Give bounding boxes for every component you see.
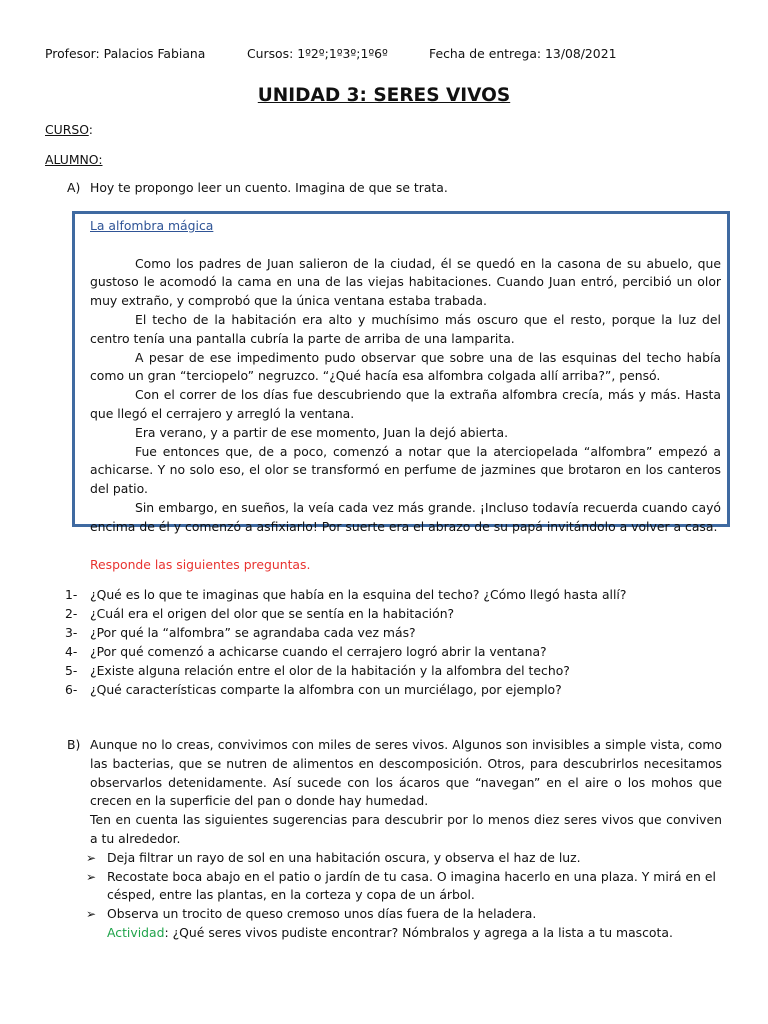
question-item <box>65 661 626 680</box>
question-item <box>65 604 626 623</box>
story-paragraph: El techo de la habitación era alto y muchísimo más oscuro que el resto, porque la luz del centro tenía una pantalla cubría la parte de arriba de una lamparita. <box>90 311 721 346</box>
question-text: ¿Qué es lo que te imaginas que había en la esquina del techo? ¿Cómo llegó hasta allí? <box>90 587 627 602</box>
question-text: ¿Qué características comparte la alfombra con un murciélago, por ejemplo? <box>90 682 562 697</box>
question-text: ¿Por qué comenzó a achicarse cuando el cerrajero logró abrir la ventana? <box>90 644 547 659</box>
question-number: 1- <box>65 587 78 602</box>
story-paragraph: Fue entonces que, de a poco, comenzó a notar que la aterciopelada “alfombra” empezó a achicarse. Y no solo eso, el olor se transformó en perfume de jazmines que brotaron en los canteros del patio. <box>90 443 721 497</box>
question-text: ¿Cuál era el origen del olor que se sentía en la habitación? <box>90 606 455 621</box>
header-profesor: Profesor: Palacios Fabiana <box>45 46 206 61</box>
question-item <box>65 623 626 642</box>
header-fecha: Fecha de entrega: 13/08/2021 <box>429 46 617 61</box>
bullet-text: Recostate boca abajo en el patio o jardín de tu casa. O imagina hacerlo en una plaza. Y mirá en el césped, entre las plantas, en la corteza y copa de un árbol. <box>107 868 716 903</box>
questions-list <box>65 585 626 699</box>
curso-colon: : <box>88 122 93 137</box>
bullet-item <box>86 905 722 924</box>
arrow-bullet-icon: ➢ <box>86 869 97 884</box>
section-b-text: Aunque no lo creas, convivimos con miles de seres vivos. Algunos son invisibles a simple vista, como las bacterias, que se nutren de alimentos en descomposición. Otros, para descubrirlos necesitamos observarlos detenidamente. Así sucede con los ácaros que “navegan” en el aire o los mohos que crecen en la superficie del pan o donde hay humedad. <box>90 737 722 809</box>
arrow-bullet-icon: ➢ <box>86 850 97 865</box>
question-item <box>65 680 626 699</box>
questions-heading: Responde las siguientes preguntas. <box>90 557 311 572</box>
section-b <box>67 736 722 943</box>
question-item <box>65 642 626 661</box>
activity-label: Actividad <box>107 924 165 940</box>
section-b-text-2: Ten en cuenta las siguientes sugerencias para descubrir por lo menos diez seres vivos que conviven a tu alrededor. <box>90 812 722 846</box>
question-number: 4- <box>65 644 78 659</box>
question-text: ¿Existe alguna relación entre el olor de la habitación y la alfombra del techo? <box>90 663 570 678</box>
story-paragraph: A pesar de ese impedimento pudo observar que sobre una de las esquinas del techo había como un gran “terciopelo” negruzco. “¿Qué hacía esa alfombra colgada allí arriba?”, pensó. <box>90 349 721 384</box>
alumno-label: ALUMNO: <box>45 152 103 167</box>
bullet-item <box>86 849 722 868</box>
story-paragraph: Con el correr de los días fue descubriendo que la extraña alfombra crecía, más y más. Hasta que llegó el cerrajero y arregló la ventana. <box>90 387 721 421</box>
section-a-letter: A) <box>67 180 81 195</box>
curso-field <box>45 122 93 137</box>
activity-line <box>86 924 722 943</box>
story-title: La alfombra mágica <box>90 218 214 233</box>
section-a-text: Hoy te propongo leer un cuento. Imagina de que se trata. <box>90 180 448 195</box>
section-b-letter: B) <box>67 737 81 752</box>
activity-text <box>107 924 673 943</box>
page-title: UNIDAD 3: SERES VIVOS <box>257 85 511 106</box>
question-number: 2- <box>65 606 78 621</box>
question-number: 6- <box>65 682 78 697</box>
curso-label: CURSO <box>45 122 89 137</box>
arrow-bullet-icon: ➢ <box>86 907 97 922</box>
story-text <box>90 217 721 537</box>
story-paragraph: Sin embargo, en sueños, la veía cada vez más grande. ¡Incluso todavía recuerda cuando cayó encima de él y comenzó a asfixiarlo! Por suerte era el abrazo de su papá invitándolo a volver a casa. <box>90 499 721 534</box>
section-b-paragraph <box>67 736 722 811</box>
question-item <box>65 585 626 604</box>
question-number: 5- <box>65 663 78 678</box>
activity-question: : ¿Qué seres vivos pudiste encontrar? Nómbralos y agrega a la lista a tu mascota. <box>164 924 673 940</box>
section-b-paragraph-2 <box>67 811 722 849</box>
section-a-intro <box>67 180 448 195</box>
story-paragraph: Era verano, y a partir de ese momento, Juan la dejó abierta. <box>135 424 509 440</box>
question-number: 3- <box>65 625 78 640</box>
header-cursos: Cursos: 1º2º;1º3º;1º6º <box>247 46 388 61</box>
bullet-text: Deja filtrar un rayo de sol en una habitación oscura, y observa el haz de luz. <box>107 849 581 865</box>
bullet-text: Observa un trocito de queso cremoso unos días fuera de la heladera. <box>107 906 537 922</box>
question-text: ¿Por qué la “alfombra” se agrandaba cada vez más? <box>90 625 416 640</box>
bullet-item <box>86 868 722 906</box>
story-paragraph: Como los padres de Juan salieron de la ciudad, él se quedó en la casona de su abuelo, que gustoso le acomodó la cama en una de las viejas habitaciones. Cuando Juan entró, percibió un olor muy extraño, y comprobó que la única ventana estaba trabada. <box>90 255 721 309</box>
